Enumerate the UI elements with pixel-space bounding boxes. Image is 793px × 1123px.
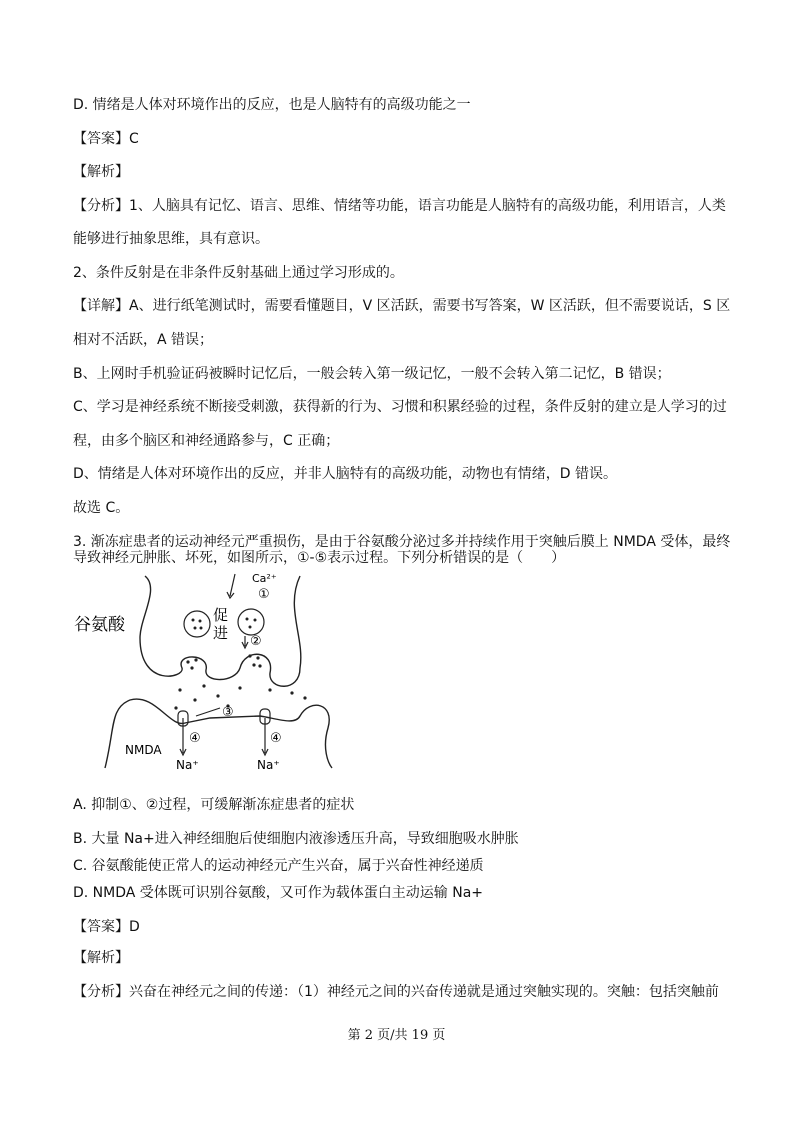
glutamate-label: 谷氨酸 xyxy=(74,615,125,635)
detail-c-1: C、学习是神经系统不断接受刺激，获得新的行为、习惯和积累经验的过程，条件反射的建立是人学习的过 xyxy=(73,399,727,415)
detail-c-2: 程，由多个脑区和神经通路参与，C 正确； xyxy=(73,433,340,449)
answer-label: 【答案】C xyxy=(73,131,139,147)
answer-label-2: 【答案】D xyxy=(73,919,140,935)
calcium-label: Ca²⁺ xyxy=(252,572,277,585)
option-d-previous: D. 情绪是人体对环境作出的反应，也是人脑特有的高级功能之一 xyxy=(73,97,471,113)
page-footer: 第 2 页/共 19 页 xyxy=(347,1028,446,1043)
option-a: A. 抑制①、②过程，可缓解渐冻症患者的症状 xyxy=(73,797,355,813)
detail-a-1: 【详解】A、进行纸笔测试时，需要看懂题目，V 区活跃，需要书写答案，W 区活跃，但不需要说话，S 区 xyxy=(73,298,731,314)
nmda-label: NMDA xyxy=(125,743,162,757)
analysis-label: 【解析】 xyxy=(73,164,129,180)
step-4-right-label: ④ xyxy=(270,731,282,746)
analysis-label-2: 【解析】 xyxy=(73,950,129,966)
step-1-label: ① xyxy=(258,587,270,602)
question-3-line-2: 导致神经元肿胀、坏死，如图所示，①-⑤表示过程。下列分析错误的是（ ） xyxy=(73,550,566,566)
step-2-label: ② xyxy=(250,634,262,649)
option-b: B. 大量 Na+进入神经细胞后使细胞内液渗透压升高，导致细胞吸水肿胀 xyxy=(73,831,519,847)
option-d: D. NMDA 受体既可识别谷氨酸，又可作为载体蛋白主动运输 Na+ xyxy=(73,885,484,901)
promote-label-1: 促 xyxy=(213,606,229,624)
detail-b: B、上网时手机验证码被瞬时记忆后，一般会转入第一级记忆，一般不会转入第二记忆，B 错误； xyxy=(73,366,671,382)
step-3-label: ③ xyxy=(222,705,234,720)
choose-c: 故选 C。 xyxy=(73,500,130,516)
promote-label-2: 进 xyxy=(213,624,229,642)
detail-d: D、情绪是人体对环境作出的反应，并非人脑特有的高级功能，动物也有情绪，D 错误。 xyxy=(73,466,618,482)
question-3-line-1: 3. 渐冻症患者的运动神经元严重损伤，是由于谷氨酸分泌过多并持续作用于突触后膜上 NMDA 受体，最终 xyxy=(73,534,731,550)
na-right-label: Na⁺ xyxy=(257,758,280,772)
analysis-text-2: 2、条件反射是在非条件反射基础上通过学习形成的。 xyxy=(73,265,404,281)
detail-a-2: 相对不活跃，A 错误； xyxy=(73,332,214,348)
option-c: C. 谷氨酸能使正常人的运动神经元产生兴奋，属于兴奋性神经递质 xyxy=(73,858,484,874)
step-4-left-label: ④ xyxy=(189,731,201,746)
analysis-text-1b: 能够进行抽象思维，具有意识。 xyxy=(73,231,269,247)
analysis-text-3: 【分析】兴奋在神经元之间的传递：（1）神经元之间的兴奋传递就是通过突触实现的。突触：包括突触前 xyxy=(73,984,719,1000)
synapse-diagram xyxy=(74,568,340,778)
na-left-label: Na⁺ xyxy=(176,758,199,772)
analysis-text-1: 【分析】1、人脑具有记忆、语言、思维、情绪等功能，语言功能是人脑特有的高级功能，利用语言，人类 xyxy=(73,198,726,214)
